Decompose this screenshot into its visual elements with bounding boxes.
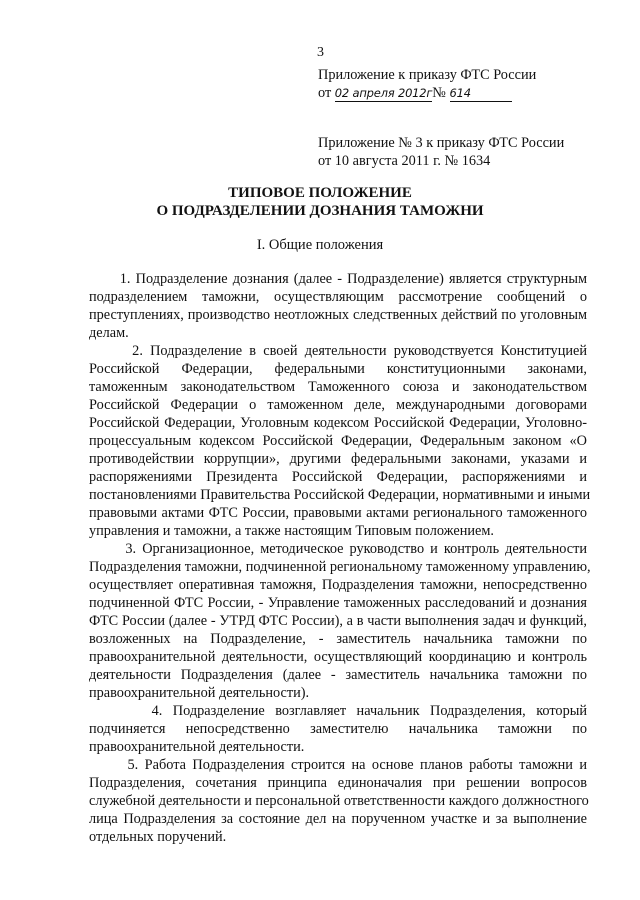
paragraph-line: правоохранительной деятельности). <box>89 685 310 701</box>
paragraph-line: служебной деятельности и персональной ответственности каждого должностного <box>89 793 589 809</box>
paragraph-line: подчиняется непосредственно заместителю начальника таможни по <box>89 721 587 737</box>
appendix-current-date-line <box>318 84 618 102</box>
paragraph-line: возложенных на Подразделение, - заместитель начальника таможни по <box>89 631 587 647</box>
paragraph-line: противодействии коррупции», другими федеральными законами, указами и <box>89 451 587 467</box>
appendix-current-prefix: от <box>318 85 332 101</box>
appendix-current <box>318 66 618 102</box>
section-heading: I. Общие положения <box>256 237 384 253</box>
paragraph-line: 5. Работа Подразделения строится на основе планов работы таможни и <box>89 757 587 773</box>
paragraph-line: 4. Подразделение возглавляет начальник Подразделения, который <box>89 703 587 719</box>
title-line-1: ТИПОВОЕ ПОЛОЖЕНИЕ <box>228 185 412 201</box>
paragraph-line: ФТС России (далее - УТРД ФТС России), а в части выполнения задач и функций, <box>89 613 587 629</box>
document-title <box>0 184 640 220</box>
paragraph-line: преступлениях, производство неотложных следственных действий по уголовным <box>89 307 587 323</box>
paragraph-line: постановлениями Правительства Российской Федерации, нормативными и иными <box>89 487 591 503</box>
paragraph-line: подразделением таможни, осуществляющим рассмотрение сообщений о <box>89 289 587 305</box>
paragraph-line: 2. Подразделение в своей деятельности руководствуется Конституцией <box>89 343 587 359</box>
paragraph-line: осуществляет оперативная таможня, Подразделения таможни, непосредственно <box>89 577 587 593</box>
page-number: 3 <box>317 45 324 60</box>
paragraph-line: лица Подразделения за состояние дел на порученном участке и за выполнение <box>89 811 587 827</box>
paragraph-3 <box>89 540 591 702</box>
paragraph-line: таможенным законодательством Таможенного союза и законодательством <box>89 379 587 395</box>
paragraph-line: правоохранительной деятельности. <box>89 739 305 755</box>
paragraph-line: процессуальным кодексом Российской Федерации, Федеральным законом «О <box>89 433 587 449</box>
appendix-previous <box>318 134 618 170</box>
paragraph-line: Российской Федерации, Уголовным кодексом Российской Федерации, Уголовно- <box>89 415 587 431</box>
paragraph-line: 3. Организационное, методическое руководство и контроль деятельности <box>89 541 587 557</box>
paragraph-line: правоохранительной деятельности, осуществляющий координацию и контроль <box>89 649 587 665</box>
paragraph-line: Российской Федерации о таможенном деле, международными договорами <box>89 397 587 413</box>
title-line-2: О ПОДРАЗДЕЛЕНИИ ДОЗНАНИЯ ТАМОЖНИ <box>156 203 484 219</box>
appendix-previous-title: Приложение № 3 к приказу ФТС России <box>318 135 565 151</box>
appendix-previous-date: от 10 августа 2011 г. № 1634 <box>318 153 491 169</box>
appendix-current-number: 614 <box>450 86 512 102</box>
paragraph-line: распоряжениями Президента Российской Федерации, распоряжениями и <box>89 469 587 485</box>
paragraph-4 <box>89 702 587 756</box>
appendix-current-title: Приложение к приказу ФТС России <box>318 67 537 83</box>
paragraph-5 <box>89 756 587 846</box>
paragraph-line: отдельных поручений. <box>89 829 227 845</box>
paragraph-line: деятельности Подразделения (далее - заместитель начальника таможни по <box>89 667 587 683</box>
paragraph-2 <box>89 342 591 540</box>
paragraph-1 <box>89 270 587 342</box>
paragraph-line: 1. Подразделение дознания (далее - Подразделение) является структурным <box>89 271 587 287</box>
paragraph-line: подчиненной ФТС России, - Управление таможенных расследований и дознания <box>89 595 587 611</box>
paragraph-line: Подразделения, сочетания принципа единоначалия при решении вопросов <box>89 775 587 791</box>
paragraph-line: правовыми актами ФТС России, правовыми актами регионального таможенного <box>89 505 587 521</box>
paragraph-line: управления и таможни, а также настоящим Типовым положением. <box>89 523 494 539</box>
document-body <box>89 270 591 846</box>
appendix-current-number-sign: № <box>432 85 446 101</box>
appendix-current-date: 02 апреля 2012г <box>334 86 433 100</box>
paragraph-line: Подразделения таможни, подчиненной региональному таможенному управлению, <box>89 559 591 575</box>
paragraph-line: делам. <box>89 325 129 341</box>
paragraph-line: Российской Федерации, федеральными конституционными законами, <box>89 361 587 377</box>
